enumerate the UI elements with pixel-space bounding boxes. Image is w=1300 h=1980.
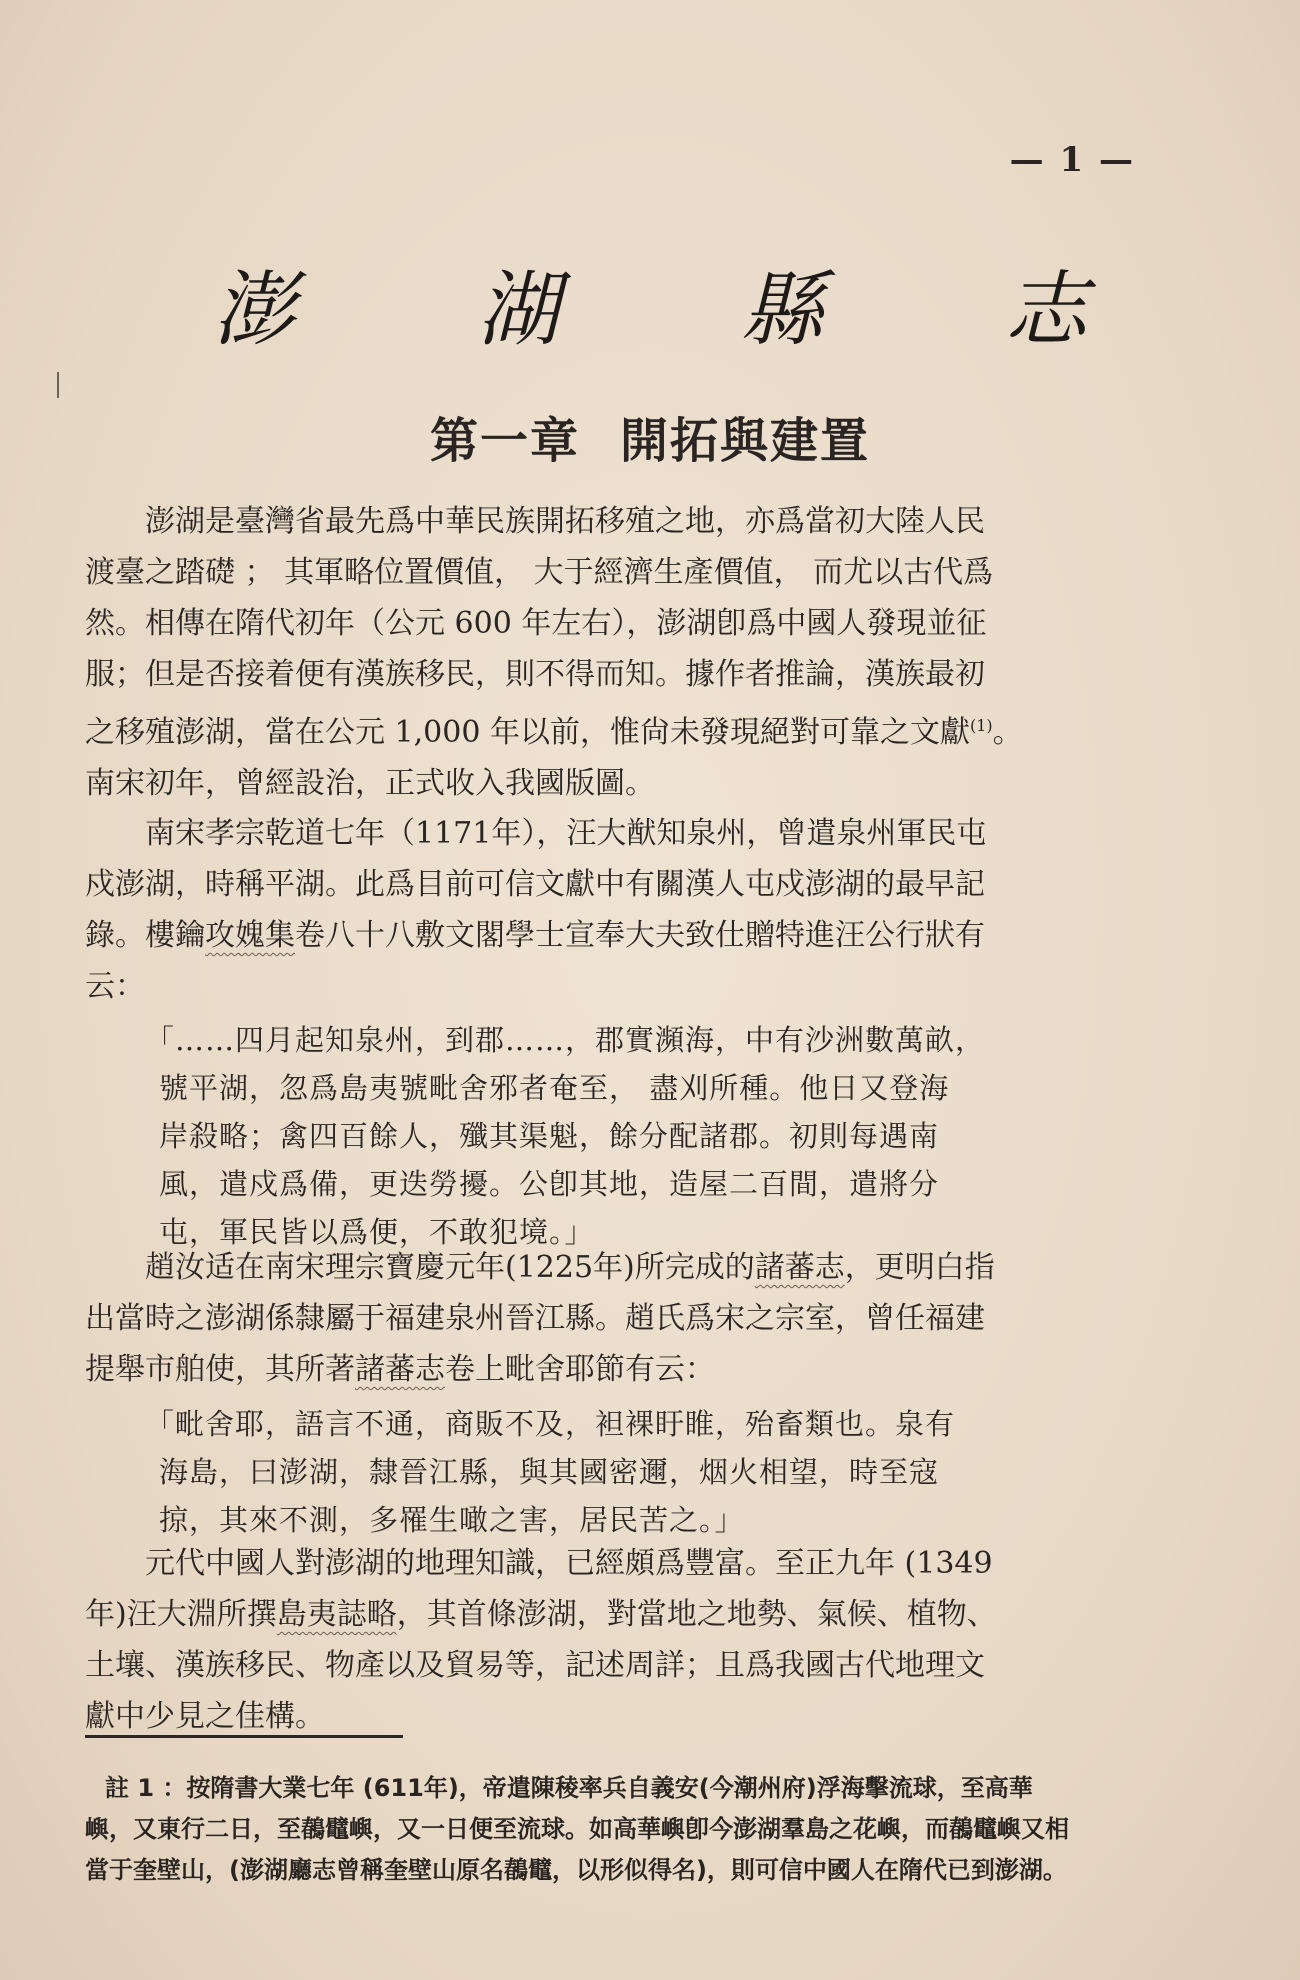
quote-line: 屯，軍民皆以爲便，不敢犯境。」 [159, 1215, 595, 1249]
paragraph-line [85, 700, 1135, 758]
paragraph-text: 卷上毗舍耶節有云： [445, 1352, 715, 1387]
paragraph-2 [85, 808, 1135, 1012]
chapter-heading [0, 402, 1300, 471]
quotation-2 [85, 1400, 1135, 1544]
footnote [85, 1768, 1135, 1891]
quote-line: 號平湖，忽爲島夷號毗舍邪者奄至， 盡刈所種。他日又登海 [159, 1071, 950, 1105]
paragraph-line: 澎湖是臺灣省最先爲中華民族開拓移殖之地，亦爲當初大陸人民 [145, 504, 985, 539]
quotation-1 [85, 1016, 1135, 1256]
paragraph-line: 云： [85, 969, 145, 1004]
footnote-ref[interactable]: (1) [969, 716, 993, 735]
paragraph-4 [85, 1538, 1135, 1742]
paragraph-line: 戍澎湖，時稱平湖。此爲目前可信文獻中有關漢人屯戍澎湖的最早記 [85, 867, 985, 902]
paragraph-line [85, 1589, 1135, 1640]
footnote-divider [85, 1735, 403, 1738]
paragraph-text: 之移殖澎湖，當在公元 1,000 年以前，惟尙未發現絕對可靠之文獻 [85, 715, 970, 750]
quote-line: 風，遣戍爲備，更迭勞擾。公卽其地，造屋二百間，遣將分 [159, 1167, 940, 1201]
quote-line: 「毗舍耶，語言不通，商販不及，袒裸盱睢，殆畜類也。泉有 [145, 1407, 956, 1441]
quote-line: 岸殺略；禽四百餘人，殲其渠魁，餘分配諸郡。初則每遇南 [159, 1119, 940, 1153]
footnote-line: 嶼，又東行二日，至𪂹鼊嶼，又一日便至流球。如高華嶼卽今澎湖羣島之花嶼，而𪂹鼊嶼又相 [85, 1815, 1069, 1843]
paragraph-line [85, 910, 1135, 961]
paragraph-line [85, 1242, 1135, 1293]
margin-mark [57, 372, 59, 398]
footnote-line: 當于奎壁山，(澎湖廳志曾稱奎壁山原名𪂹鼊，以形似得名)，則可信中國人在隋代已到澎湖。 [85, 1856, 1067, 1884]
paragraph-line: 土壤、漢族移民、物產以及貿易等，記述周詳；且爲我國古代地理文 [85, 1648, 985, 1683]
paragraph-punct: 。 [992, 715, 1023, 750]
quote-line: 「……四月起知泉州，到郡……，郡實瀕海，中有沙洲數萬畝， [145, 1023, 986, 1057]
chapter-title: 開拓與建置 [620, 413, 871, 469]
quote-line: 掠，其來不測，多罹生噉之害，居民苦之。」 [159, 1503, 745, 1537]
book-title-reference: 諸蕃志 [754, 1250, 845, 1285]
footnote-line: 註 1 ：按隋書大業七年 (611年)，帝遣陳稜率兵自義安(今潮州府)浮海擊流球，至高華 [105, 1774, 1033, 1802]
paragraph-line: 出當時之澎湖係隸屬于福建泉州晉江縣。趙氏爲宋之宗室，曾任福建 [85, 1301, 985, 1336]
paragraph-line: 然。相傳在隋代初年（公元 600 年左右），澎湖卽爲中國人發現並征 [85, 606, 987, 641]
paragraph-line: 南宋孝宗乾道七年（1171年），汪大猷知泉州，曾遣泉州軍民屯 [145, 816, 987, 851]
paragraph-3 [85, 1242, 1135, 1395]
paragraph-line [85, 1344, 1135, 1395]
chapter-number: 第一章 [429, 413, 580, 469]
paragraph-text: 年)汪大淵所撰 [85, 1597, 277, 1632]
paragraph-1 [85, 496, 1135, 809]
book-title-reference: 島夷誌略 [276, 1597, 397, 1632]
paragraph-text: ，其首條澎湖，對當地之地勢、氣候、植物、 [396, 1597, 997, 1632]
paragraph-text: 卷八十八敷文閣學士宣奉大夫致仕贈特進汪公行狀有 [295, 918, 985, 953]
paragraph-text: 趙汝适在南宋理宗寶慶元年(1225年)所完成的 [145, 1250, 755, 1285]
paragraph-line: 渡臺之踏礎 ； 其軍略位置價值， 大于經濟生產價值， 而尤以古代爲 [85, 555, 994, 590]
paragraph-text: 錄。樓鑰 [85, 918, 205, 953]
paragraph-line: 南宋初年，曾經設治，正式收入我國版圖。 [85, 766, 655, 801]
paragraph-text: 提舉市舶使，其所著 [85, 1352, 355, 1387]
book-title-reference: 諸蕃志 [355, 1352, 445, 1387]
paragraph-line: 服；但是否接着便有漢族移民，則不得而知。據作者推論，漢族最初 [85, 657, 985, 692]
book-title: 澎 湖 縣 志 [212, 263, 1166, 358]
paragraph-text: ，更明白指 [844, 1250, 995, 1285]
paragraph-line: 元代中國人對澎湖的地理知識，已經頗爲豐富。至正九年 (1349 [145, 1546, 993, 1581]
paragraph-line: 獻中少見之佳構。 [85, 1699, 325, 1734]
book-title-reference: 攻媿集 [205, 918, 295, 953]
quote-line: 海島，曰澎湖，隸晉江縣，與其國密邇，烟火相望，時至寇 [159, 1455, 940, 1489]
page-number: — 1 — [1009, 140, 1135, 180]
